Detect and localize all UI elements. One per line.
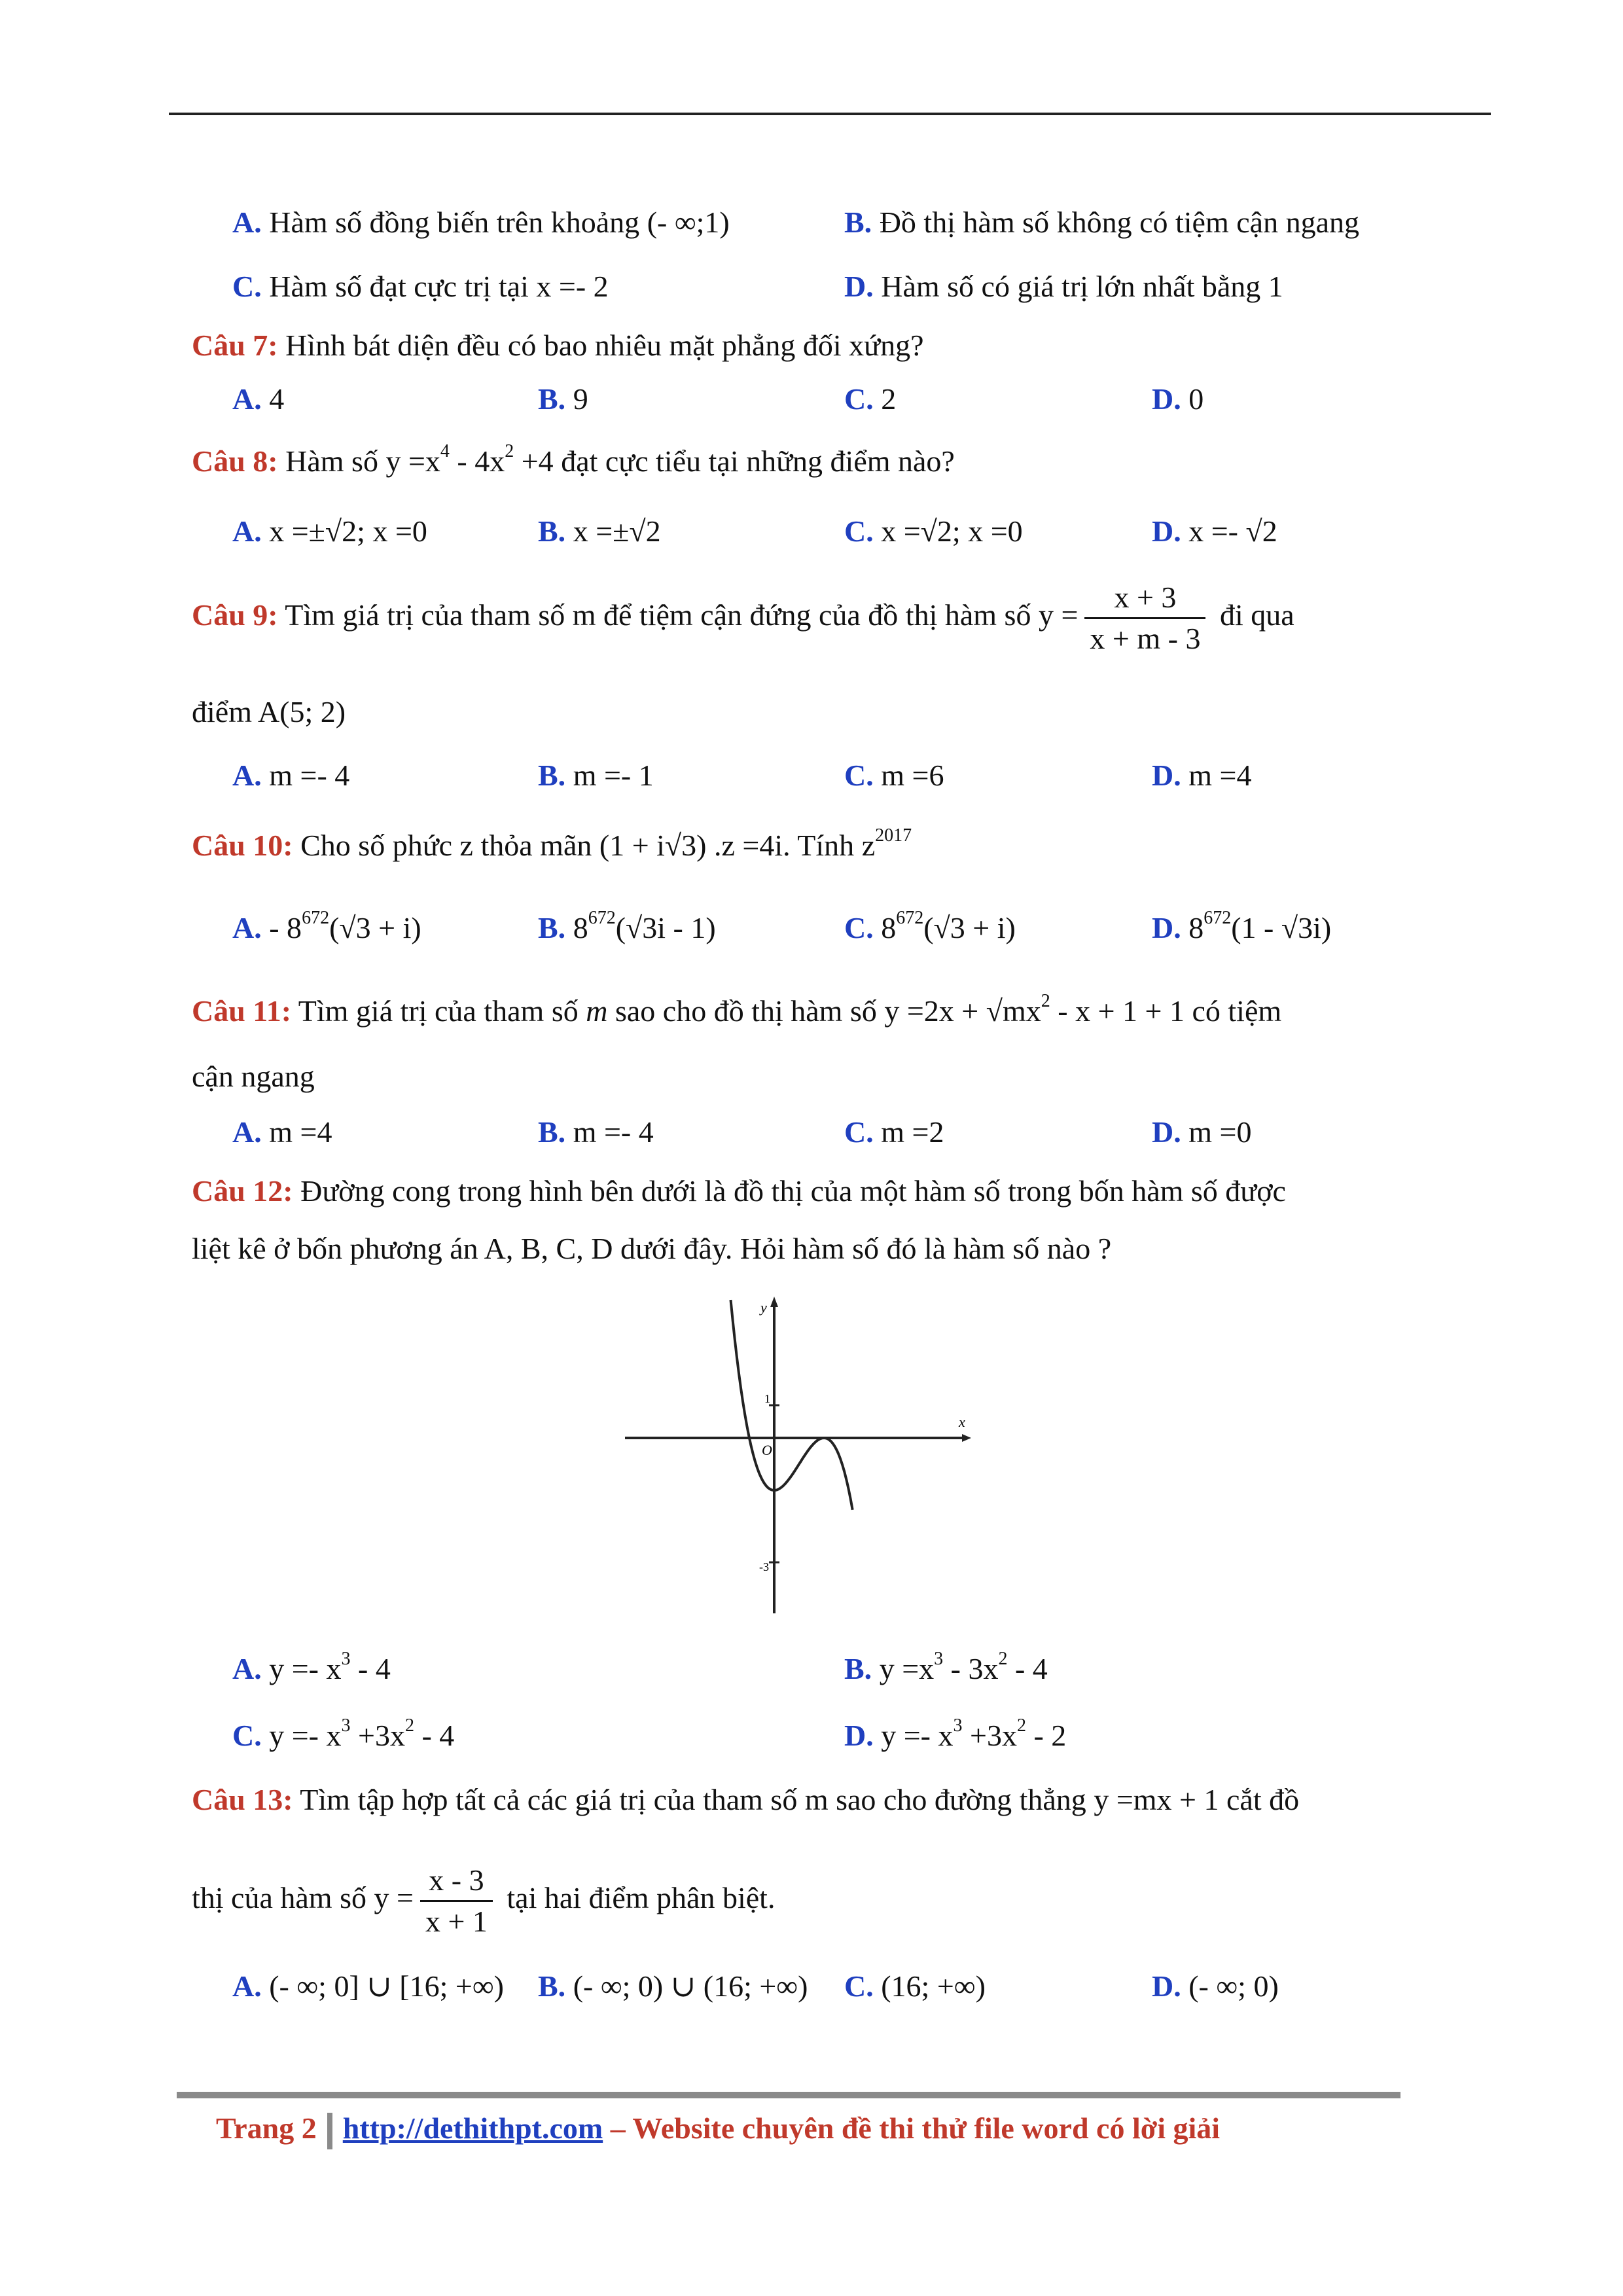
q12-option-a: A. $y =- x^3 - 4$ [232, 1649, 391, 1685]
footer-rule [177, 2092, 1400, 2098]
page-number: Trang 2 [216, 2111, 317, 2145]
q10-question: Câu 10: Cho số phức z thỏa mãn (1 + i√3) .z =4i. Tính $z^{2017}$ [192, 825, 912, 862]
x-axis-arrow-icon [962, 1434, 971, 1442]
q8-option-a: A. x =±√2; x =0 [232, 514, 427, 548]
q7-question: Câu 7: Hình bát diện đều có bao nhiêu mặt phẳng đối xứng? [192, 329, 924, 362]
q10-option-d: D. $8^{672}(1 - √3i)$ [1152, 908, 1332, 944]
q10-option-b: B. $8^{672}(√3i - 1)$ [538, 908, 716, 944]
q6-option-b: B. Đồ thị hàm số không có tiệm cận ngang [844, 206, 1359, 239]
q11-function: $y =2x + √mx^2 - x + 1 + 1$ [884, 991, 1185, 1028]
q12-option-b: B. $y =x^3 - 3x^2 - 4$ [844, 1649, 1048, 1685]
q9-fraction: $\frac{x + 3}{x + m - 3}$ [1084, 578, 1205, 658]
q10-option-a: A. - $8^{672}(√3 + i)$ [232, 908, 421, 944]
origin-label: O [762, 1442, 772, 1458]
q13-fraction: $\frac{x - 3}{x + 1}$ [420, 1861, 493, 1941]
q9-option-d: D. m =4 [1152, 759, 1252, 792]
q6-option-a: A. Hàm số đồng biến trên khoảng (- ∞;1) [232, 206, 730, 239]
q11-option-c: C. m =2 [844, 1115, 944, 1149]
q8-option-d: D. x =- √2 [1152, 514, 1277, 548]
header-rule [169, 113, 1491, 115]
q8-function: $y =x^4 - 4x^2 +4$ [385, 441, 554, 478]
q10-power: $z^{2017}$ [861, 825, 912, 862]
q7-option-a: A. 4 [232, 382, 285, 416]
function-curve [731, 1300, 853, 1510]
q11-question-line2: cận ngang [192, 1060, 315, 1093]
footer-separator [327, 2113, 332, 2149]
q11-option-a: A. m =4 [232, 1115, 332, 1149]
y-tick-label-minus3: -3 [759, 1560, 769, 1573]
q11-question: Câu 11: Tìm giá trị của tham số m sao cho đồ thị hàm số $y =2x + √mx^2 - x + 1 + 1$ có tiệm [192, 991, 1282, 1028]
q12-question-line2: liệt kê ở bốn phương án A, B, C, D dưới đây. Hỏi hàm số đó là hàm số nào ? [192, 1232, 1112, 1265]
q13-option-c: C. (16; +∞) [844, 1969, 986, 2003]
q12-function-graph [622, 1293, 1014, 1620]
q13-option-d: D. (- ∞; 0) [1152, 1969, 1279, 2003]
q10-option-c: C. $8^{672}(√3 + i)$ [844, 908, 1016, 944]
q12-option-d: D. $y =- x^3 +3x^2 - 2$ [844, 1715, 1067, 1752]
q9-option-c: C. m =6 [844, 759, 944, 792]
y-tick-label-1: 1 [764, 1392, 770, 1405]
footer-description: – Website chuyên đề thi thử file word có lời giải [610, 2111, 1221, 2145]
y-axis-label: y [760, 1299, 767, 1316]
q9-question-line2: điểm A(5; 2) [192, 695, 346, 728]
q7-option-d: D. 0 [1152, 382, 1204, 416]
q8-option-b: B. x =±√2 [538, 514, 661, 548]
q11-option-d: D. m =0 [1152, 1115, 1252, 1149]
q12-question: Câu 12: Đường cong trong hình bên dưới là đồ thị của một hàm số trong bốn hàm số được [192, 1174, 1286, 1208]
q13-question: Câu 13: Tìm tập hợp tất cả các giá trị của tham số m sao cho đường thẳng y =mx + 1 cắt đồ [192, 1783, 1300, 1816]
q9-question: Câu 9: Tìm giá trị của tham số m để tiệm cận đứng của đồ thị hàm số y = $\frac{x + 3}{x + m - 3}$ đi qua [192, 576, 1294, 655]
q9-option-b: B. m =- 1 [538, 759, 654, 792]
q12-option-c: C. $y =- x^3 +3x^2 - 4$ [232, 1715, 455, 1752]
q13-option-b: B. (- ∞; 0) ∪ (16; +∞) [538, 1969, 808, 2003]
q6-option-c: C. Hàm số đạt cực trị tại x =- 2 [232, 270, 609, 303]
q13-question-line2: thị của hàm số y = $\frac{x - 3}{x + 1}$ tại hai điểm phân biệt. [192, 1859, 775, 1937]
q9-option-a: A. m =- 4 [232, 759, 350, 792]
q7-option-b: B. 9 [538, 382, 588, 416]
q6-option-d: D. Hàm số có giá trị lớn nhất bằng 1 [844, 270, 1283, 303]
q13-option-a: A. (- ∞; 0] ∪ [16; +∞) [232, 1969, 504, 2003]
footer [216, 2109, 1220, 2149]
q11-option-b: B. m =- 4 [538, 1115, 654, 1149]
website-link[interactable]: http://dethithpt.com [342, 2111, 603, 2145]
x-axis-label: x [959, 1414, 965, 1430]
q7-option-c: C. 2 [844, 382, 897, 416]
q8-option-c: C. x =√2; x =0 [844, 514, 1023, 548]
y-axis-arrow-icon [770, 1297, 778, 1307]
q8-question: Câu 8: Hàm số $y =x^4 - 4x^2 +4$ đạt cực tiểu tại những điểm nào? [192, 441, 955, 478]
